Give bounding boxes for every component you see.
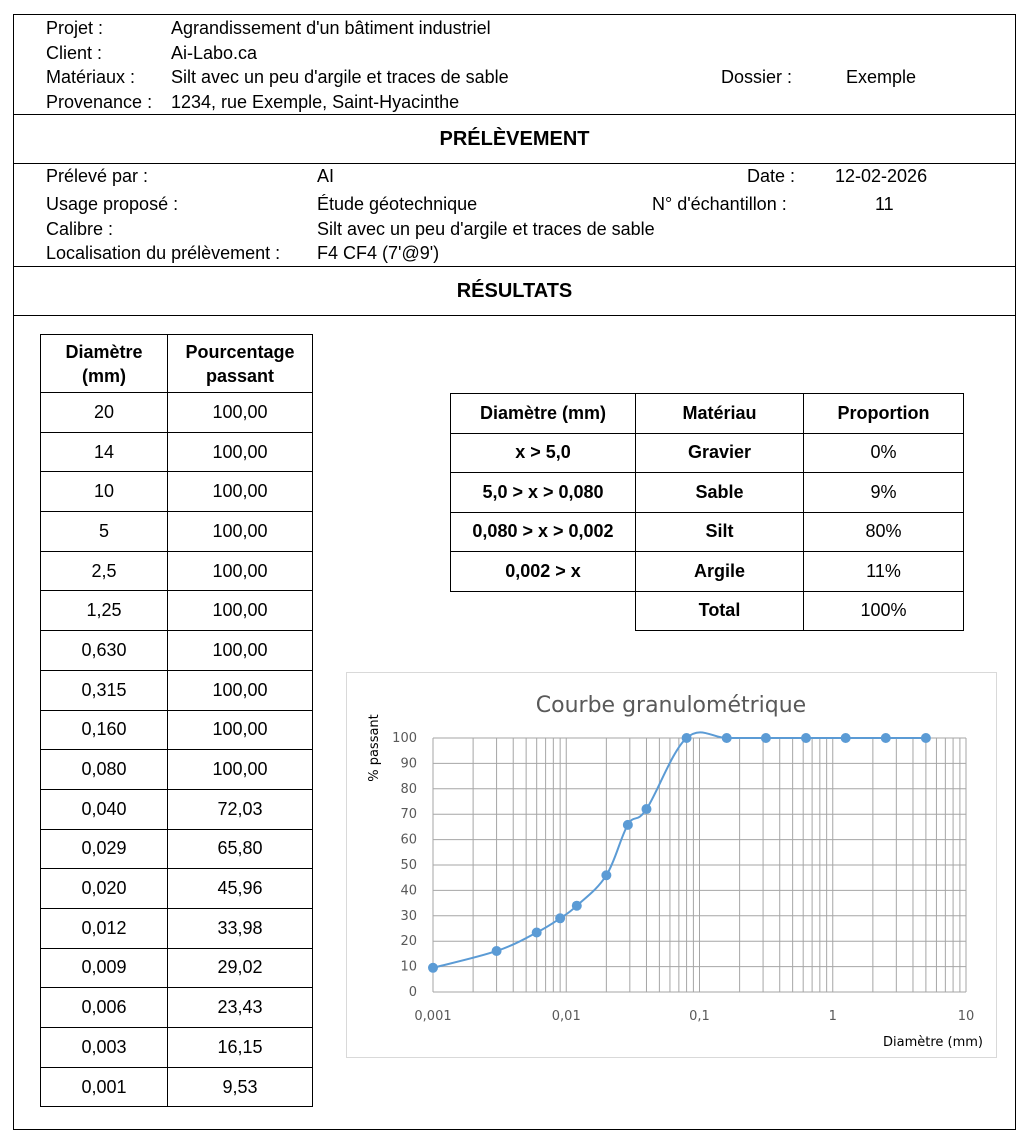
- table-row: [41, 948, 313, 988]
- y-tick-label: 20: [400, 934, 417, 950]
- range-cell: x > 5,0: [451, 433, 636, 473]
- proportion-cell: 11%: [804, 552, 964, 592]
- chart-title: Courbe granulométrique: [535, 693, 807, 718]
- y-tick-label: 50: [400, 858, 417, 873]
- origin-value: 1234, rue Exemple, Saint-Hyacinthe: [171, 92, 460, 112]
- percent-cell: 16,15: [168, 1028, 313, 1068]
- diameter-cell: 0,020: [41, 869, 168, 909]
- data-point: [841, 733, 851, 743]
- data-point: [921, 733, 931, 743]
- y-tick-label: 90: [400, 756, 417, 772]
- table-row: [41, 710, 313, 750]
- percent-cell: 100,00: [168, 393, 313, 433]
- location-value: F4 CF4 (7'@9'): [317, 243, 440, 263]
- diameter-cell: 0,080: [41, 750, 168, 790]
- y-tick-label: 70: [400, 807, 417, 823]
- sample-no-label: N° d'échantillon :: [652, 194, 787, 214]
- materials-label: Matériaux :: [46, 67, 136, 87]
- table-row: [41, 512, 313, 552]
- percent-cell: 100,00: [168, 551, 313, 591]
- percent-cell: 23,43: [168, 988, 313, 1028]
- diameter-cell: 0,630: [41, 631, 168, 671]
- percent-cell: 9,53: [168, 1067, 313, 1107]
- divider: [14, 163, 1015, 164]
- diameter-cell: 0,160: [41, 710, 168, 750]
- date-value: 12-02-2026: [835, 166, 928, 186]
- total-value: 100%: [804, 591, 964, 631]
- divider: [14, 315, 1015, 316]
- range-cell: 0,002 > x: [451, 552, 636, 592]
- data-point: [601, 870, 611, 880]
- header-diameter: [41, 335, 168, 393]
- diameter-cell: 20: [41, 393, 168, 433]
- diameter-cell: 0,040: [41, 789, 168, 829]
- percent-cell: 33,98: [168, 908, 313, 948]
- proportion-cell: 9%: [804, 473, 964, 513]
- series-line: [433, 732, 926, 967]
- material-cell: Gravier: [636, 433, 804, 473]
- percent-cell: 29,02: [168, 948, 313, 988]
- header-diameter-line2: (mm): [82, 365, 126, 386]
- location-label: Localisation du prélèvement :: [46, 243, 281, 263]
- caliber-value: Silt avec un peu d'argile et traces de sable: [317, 219, 655, 239]
- range-cell: 5,0 > x > 0,080: [451, 473, 636, 513]
- data-point: [623, 820, 633, 830]
- date-label: Date :: [747, 166, 796, 186]
- table-row: [451, 433, 964, 473]
- table-header-row: [451, 394, 964, 434]
- data-point: [881, 733, 891, 743]
- material-cell: Silt: [636, 512, 804, 552]
- table-row: [451, 512, 964, 552]
- diameter-cell: 14: [41, 432, 168, 472]
- caliber-label: Calibre :: [46, 219, 114, 239]
- table-row: [41, 988, 313, 1028]
- y-tick-label: 0: [408, 985, 417, 1000]
- table-row: [451, 552, 964, 592]
- table-row: [41, 631, 313, 671]
- material-cell: Sable: [636, 473, 804, 513]
- diameter-cell: 2,5: [41, 551, 168, 591]
- diameter-cell: 1,25: [41, 591, 168, 631]
- project-label: Projet :: [46, 18, 104, 38]
- proportion-cell: 80%: [804, 512, 964, 552]
- chart-svg: [347, 673, 996, 1057]
- sampled-by-value: AI: [317, 166, 335, 186]
- sample-no-value: 11: [875, 194, 894, 214]
- table-row: [41, 393, 313, 433]
- header-percent: [168, 335, 313, 393]
- proportion-table: [450, 393, 964, 631]
- diameter-cell: 10: [41, 472, 168, 512]
- percent-cell: 65,80: [168, 829, 313, 869]
- table-row: [41, 591, 313, 631]
- divider: [14, 266, 1015, 267]
- range-cell: 0,080 > x > 0,002: [451, 512, 636, 552]
- data-point: [428, 963, 438, 973]
- usage-label: Usage proposé :: [46, 194, 179, 214]
- materials-value: Silt avec un peu d'argile et traces de sable: [171, 67, 509, 87]
- table-row: [41, 789, 313, 829]
- y-tick-label: 10: [400, 959, 417, 975]
- data-point: [572, 901, 582, 911]
- x-tick-label: 10: [957, 1009, 975, 1024]
- percent-cell: 100,00: [168, 432, 313, 472]
- data-point: [682, 733, 692, 743]
- percent-cell: 100,00: [168, 670, 313, 710]
- y-tick-label: 40: [400, 883, 417, 899]
- sampling-title: PRÉLÈVEMENT: [439, 128, 590, 150]
- diameter-cell: 0,006: [41, 988, 168, 1028]
- sieve-table: [40, 334, 313, 1107]
- percent-cell: 100,00: [168, 631, 313, 671]
- diameter-cell: 0,003: [41, 1028, 168, 1068]
- header-diameter-line1: Diamètre: [65, 341, 143, 362]
- table-row: [41, 432, 313, 472]
- x-tick-label: 0,001: [414, 1009, 452, 1024]
- table-row: [41, 908, 313, 948]
- x-axis-label: Diamètre (mm): [882, 1035, 983, 1050]
- table-header-row: [41, 335, 313, 393]
- data-point: [492, 946, 502, 956]
- diameter-cell: 5: [41, 512, 168, 552]
- table-row: [41, 869, 313, 909]
- y-axis-label: % passant: [367, 714, 382, 782]
- percent-cell: 100,00: [168, 591, 313, 631]
- client-value: Ai-Labo.ca: [171, 43, 258, 63]
- table-row: [41, 1067, 313, 1107]
- table-row: [41, 1028, 313, 1068]
- file-label: Dossier :: [721, 67, 793, 87]
- percent-cell: 100,00: [168, 750, 313, 790]
- table-row: [41, 829, 313, 869]
- total-label: Total: [636, 591, 804, 631]
- file-value: Exemple: [846, 67, 917, 87]
- table-row: [41, 670, 313, 710]
- origin-label: Provenance :: [46, 92, 153, 112]
- diameter-cell: 0,029: [41, 829, 168, 869]
- x-tick-label: 1: [828, 1009, 837, 1024]
- data-point: [532, 927, 542, 937]
- header-diameter: Diamètre (mm): [451, 394, 636, 434]
- percent-cell: 45,96: [168, 869, 313, 909]
- data-point: [761, 733, 771, 743]
- header-proportion: Proportion: [804, 394, 964, 434]
- diameter-cell: 0,009: [41, 948, 168, 988]
- results-title: RÉSULTATS: [456, 280, 573, 302]
- percent-cell: 100,00: [168, 710, 313, 750]
- table-row: [451, 473, 964, 513]
- usage-value: Étude géotechnique: [317, 194, 478, 214]
- header-percent-line2: passant: [205, 365, 275, 386]
- percent-cell: 100,00: [168, 512, 313, 552]
- x-tick-label: 0,01: [551, 1009, 581, 1024]
- header-material: Matériau: [636, 394, 804, 434]
- grain-size-chart: [346, 672, 997, 1058]
- y-tick-label: 60: [400, 832, 417, 848]
- table-row: [41, 551, 313, 591]
- empty-cell: [451, 591, 636, 631]
- data-point: [722, 733, 732, 743]
- data-point: [801, 733, 811, 743]
- sampled-by-label: Prélevé par :: [46, 166, 149, 186]
- x-tick-label: 0,1: [689, 1009, 710, 1024]
- diameter-cell: 0,001: [41, 1067, 168, 1107]
- diameter-cell: 0,012: [41, 908, 168, 948]
- percent-cell: 100,00: [168, 472, 313, 512]
- divider: [14, 114, 1015, 115]
- diameter-cell: 0,315: [41, 670, 168, 710]
- client-label: Client :: [46, 43, 103, 63]
- header-percent-line1: Pourcentage: [185, 341, 295, 362]
- project-value: Agrandissement d'un bâtiment industriel: [171, 18, 491, 38]
- proportion-cell: 0%: [804, 433, 964, 473]
- table-row: [41, 472, 313, 512]
- data-point: [555, 913, 565, 923]
- percent-cell: 72,03: [168, 789, 313, 829]
- y-tick-label: 30: [400, 908, 417, 924]
- data-point: [641, 804, 651, 814]
- material-cell: Argile: [636, 552, 804, 592]
- total-row: [451, 591, 964, 631]
- y-tick-label: 100: [392, 731, 417, 746]
- table-row: [41, 750, 313, 790]
- y-tick-label: 80: [400, 781, 417, 797]
